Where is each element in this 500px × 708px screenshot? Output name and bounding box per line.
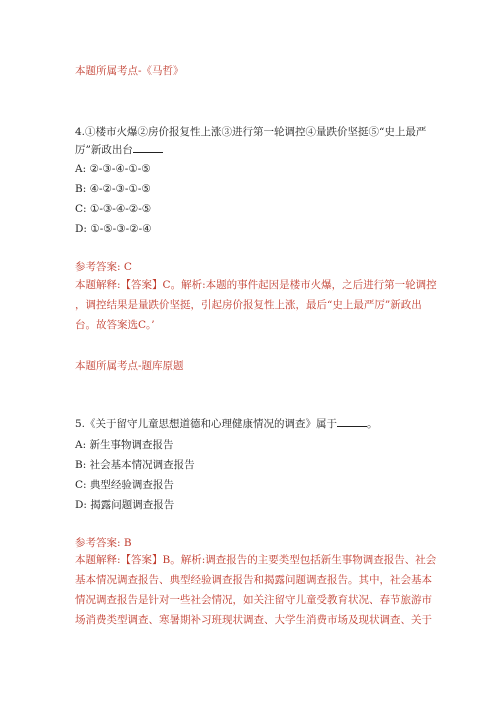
question-4-explanation-line-3: 台。故答案选C。’	[75, 319, 155, 331]
question-5-option-d: D: 揭露问题调查报告	[75, 499, 175, 511]
question-4-explanation-line-1: 本题解释:【答案】C。解析:本题的事件起因是楼市火爆，之后进行第一轮调控	[75, 279, 437, 291]
answer-blank	[133, 142, 163, 153]
answer-blank	[337, 416, 367, 427]
question-4-option-c: C: ①-③-④-②-⑤	[75, 203, 152, 215]
question-4-stem-line-1: 4.①楼市火爆②房价报复性上涨③进行第一轮调控④量跌价坚挺⑤“史上最严	[75, 126, 427, 138]
question-5-explanation-line-1: 本题解释:【答案】B。解析:调查报告的主要类型包括新生事物调查报告、社会	[75, 554, 437, 566]
question-5-answer: 参考答案: B	[75, 537, 132, 549]
topic-label-1: 本题所属考点-《马哲》	[75, 65, 184, 77]
question-5-stem-text: 5.《关于留守儿童思想道德和心理健康情况的调查》属于	[75, 418, 338, 430]
question-5-explanation-line-2: 基本情况调查报告、典型经验调查报告和揭露问题调查报告。其中，社会基本	[75, 574, 432, 586]
question-5-stem	[75, 416, 435, 432]
question-4-explanation-line-2: ，调控结果是量跌价坚挺，引起房价报复性上涨，最后“史上最严厉”新政出	[75, 299, 422, 311]
topic-label-2: 本题所属考点-题库原题	[75, 360, 184, 372]
question-4-option-a: A: ②-③-④-①-⑤	[75, 163, 151, 175]
question-4-stem-text: 厉”新政出台	[75, 144, 133, 156]
question-5-explanation-line-3: 情况调查报告是针对一些社会情况，如关注留守儿童受教育状况、春节旅游市	[75, 594, 432, 606]
question-5-option-b: B: 社会基本情况调查报告	[75, 459, 195, 471]
question-4-stem-line-2	[75, 142, 435, 158]
question-4-option-d: D: ①-⑤-③-②-④	[75, 223, 152, 235]
question-4-option-b: B: ④-②-③-①-⑤	[75, 183, 151, 195]
question-5-explanation-line-4: 场消费类型调查、寒暑期补习班现状调查、大学生消费市场及现状调查、关于	[75, 614, 432, 626]
question-4-answer: 参考答案: C	[75, 261, 132, 273]
question-5-option-c: C: 典型经验调查报告	[75, 479, 174, 491]
question-5-option-a: A: 新生事物调查报告	[75, 439, 174, 451]
question-5-stem-end: 。	[367, 418, 378, 430]
